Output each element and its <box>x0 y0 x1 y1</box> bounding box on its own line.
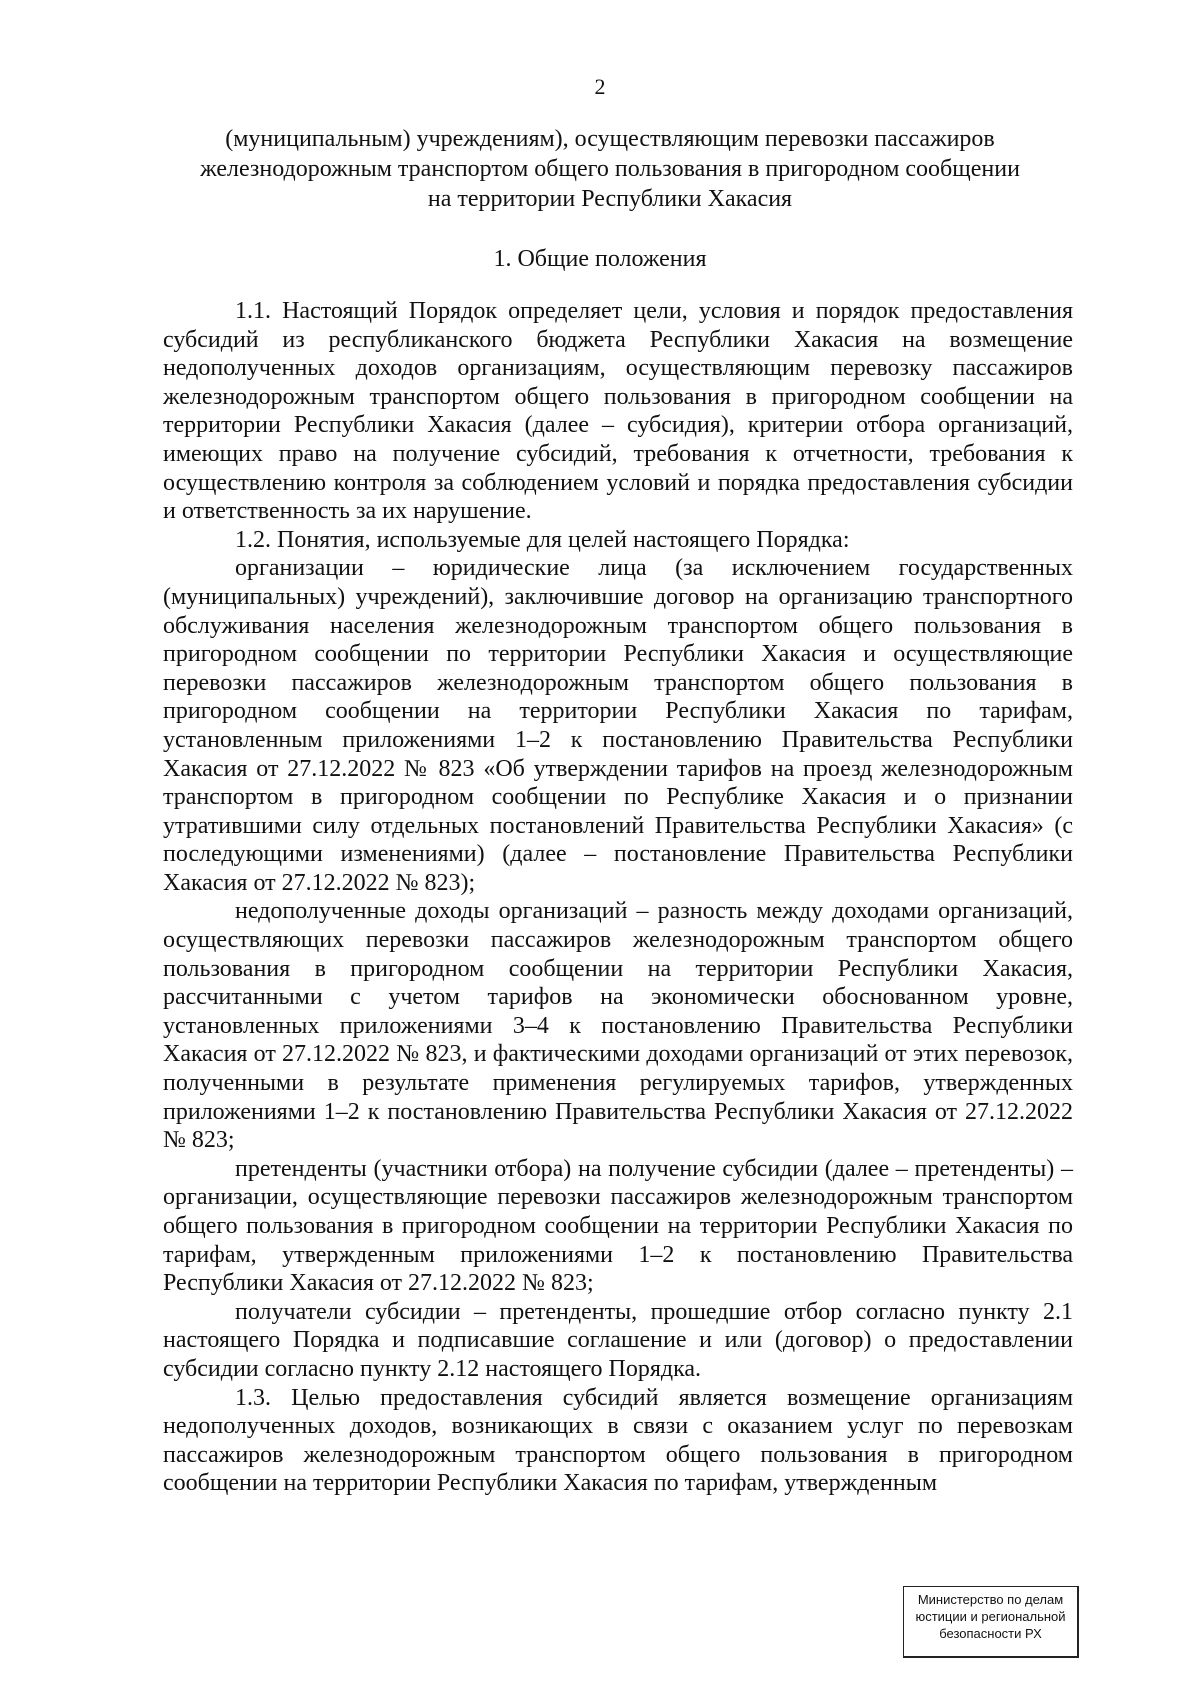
title-line: (муниципальным) учреждениям), осуществляющим перевозки пассажиров <box>225 126 995 152</box>
paragraph: организации – юридические лица (за исключением государственных (муниципальных) учреждений), заключившие договор на организацию транспортного обслуживания населения железнодорожным транспортом общего пользования в пригородном сообщении по территории Республики Хакасия и осуществляющие перевозки пассажиров железнодорожным транспортом общего пользования в пригородном сообщении на территории Республики Хакасия по тарифам, установленным приложениями 1–2 к постановлению Правительства Республики Хакасия от 27.12.2022 № 823 «Об утверждении тарифов на проезд железнодорожным транспортом в пригородном сообщении по Республике Хакасия и о признании утратившими силу отдельных постановлений Правительства Республики Хакасия» (с последующими изменениями) (далее – постановление Правительства Республики Хакасия от 27.12.2022 № 823); <box>163 555 1073 896</box>
paragraph: претенденты (участники отбора) на получение субсидии (далее – претенденты) – организации, осуществляющие перевозки пассажиров железнодорожным транспортом общего пользования в пригородном сообщении на территории Республики Хакасия по тарифам, утвержденным приложениями 1–2 к постановлению Правительства Республики Хакасия от 27.12.2022 № 823; <box>163 1155 1073 1297</box>
document-body <box>163 297 1073 1498</box>
paragraph: 1.3. Целью предоставления субсидий является возмещение организациям недополученных доходов, возникающих в связи с оказанием услуг по перевозкам пассажиров железнодорожным транспортом общего пользования в пригородном сообщении на территории Республики Хакасия по тарифам, утвержденным <box>163 1384 1073 1497</box>
stamp-line: юстиции и региональной <box>915 1609 1066 1624</box>
title-line: железнодорожным транспортом общего пользования в пригородном сообщении <box>200 156 1020 182</box>
stamp-line: безопасности РХ <box>939 1626 1042 1641</box>
title-line: на территории Республики Хакасия <box>427 186 793 212</box>
paragraph: получатели субсидии – претенденты, прошедшие отбор согласно пункту 2.1 настоящего Порядка и подписавшие соглашение и или (договор) о предоставлении субсидии согласно пункту 2.12 настоящего Порядка. <box>163 1298 1073 1382</box>
ministry-stamp <box>903 1586 1079 1658</box>
paragraph: 1.2. Понятия, используемые для целей настоящего Порядка: <box>235 526 850 553</box>
paragraph: недополученные доходы организаций – разность между доходами организаций, осуществляющих перевозки пассажиров железнодорожным транспортом общего пользования в пригородном сообщении на территории Республики Хакасия, рассчитанными с учетом тарифов на экономически обоснованном уровне, установленных приложениями 3–4 к постановлению Правительства Республики Хакасия от 27.12.2022 № 823, и фактическими доходами организаций от этих перевозок, полученными в результате применения регулируемых тарифов, утвержденных приложениями 1–2 к постановлению Правительства Республики Хакасия от 27.12.2022 № 823; <box>163 898 1073 1154</box>
document-title <box>160 124 1060 214</box>
paragraph: 1.1. Настоящий Порядок определяет цели, условия и порядок предоставления субсидий из республиканского бюджета Республики Хакасия на возмещение недополученных доходов организациям, осуществляющим перевозку пассажиров железнодорожным транспортом общего пользования в пригородном сообщении на территории Республики Хакасия (далее – субсидия), критерии отбора организаций, имеющих право на получение субсидий, требования к отчетности, требования к осуществлению контроля за соблюдением условий и порядка предоставления субсидии и ответственность за их нарушение. <box>163 298 1073 525</box>
section-heading: 1. Общие положения <box>493 246 707 272</box>
page-number: 2 <box>594 74 606 99</box>
stamp-line: Министерство по делам <box>917 1592 1064 1607</box>
